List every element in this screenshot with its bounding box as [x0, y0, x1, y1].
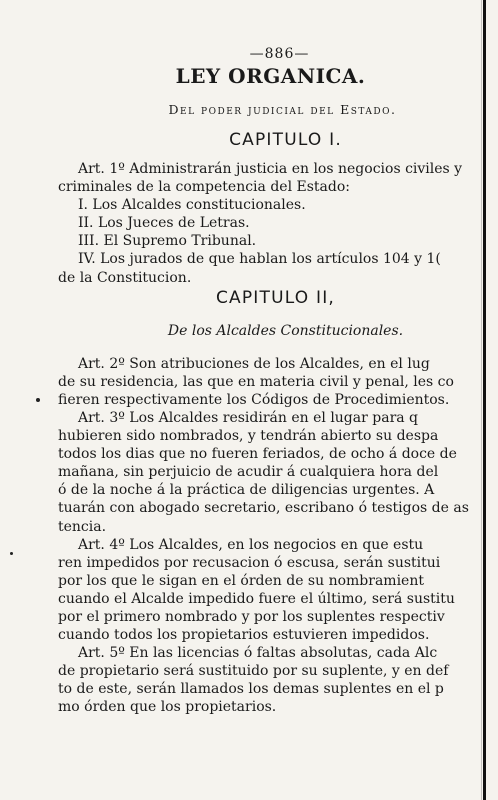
text-line: de la Constitucion. — [58, 269, 192, 286]
text-line: por el primero nombrado y por los suplentes respectiv — [58, 608, 445, 625]
ink-speck — [10, 552, 13, 555]
text-line: Art. 1º Administrarán justicia en los negocios civiles y — [78, 161, 463, 177]
text-line: Art. 5º En las licencias ó faltas absolutas, cada Alc — [78, 645, 438, 662]
text-line: Art. 4º Los Alcaldes, en los negocios en que estu — [78, 536, 424, 553]
text-line: Art. 3º Los Alcaldes residirán en el lugar para q — [78, 409, 419, 426]
text-line: Art. 2º Son atribuciones de los Alcaldes, en el lug — [78, 355, 430, 372]
ink-speck — [36, 398, 40, 402]
text-line: tuarán con abogado secretario, escribano ó testigos de as — [58, 500, 469, 517]
list-item: I. Los Alcaldes constitucionales. — [78, 197, 306, 214]
text-line: tencia. — [58, 518, 107, 535]
text-line: por los que le sigan en el órden de su nombramient — [58, 572, 424, 589]
text-line: todos los dias que no fueren feriados, de ocho á doce de — [58, 446, 457, 463]
chapter-heading-2: CAPITULO II, — [215, 287, 336, 308]
list-item: IV. Los jurados de que hablan los artículos 104 y 1( — [78, 251, 441, 268]
page-number: —886— — [249, 46, 310, 62]
page-edge-rule — [483, 0, 486, 800]
document-title: LEY ORGANICA. — [175, 64, 366, 88]
article-5 — [58, 644, 483, 716]
document-body — [58, 46, 483, 717]
text-line: hubieren sido nombrados, y tendrán abierto su despa — [58, 428, 439, 445]
text-line: to de este, serán llamados los demas suplentes en el p — [58, 681, 444, 698]
text-line: cuando todos los propietarios estuvieren impedidos. — [58, 627, 430, 644]
text-line: de su residencia, las que en materia civil y penal, les co — [58, 373, 454, 390]
list-item: III. El Supremo Tribunal. — [78, 233, 257, 250]
text-line: cuando el Alcalde impedido fuere el último, será sustitu — [58, 590, 455, 607]
list-item: II. Los Jueces de Letras. — [78, 215, 250, 232]
article-2 — [58, 355, 483, 409]
text-line: ren impedidos por recusacion ó escusa, serán sustitui — [58, 554, 441, 571]
text-line: fieren respectivamente los Códigos de Procedimientos. — [58, 391, 450, 408]
article-1 — [58, 160, 483, 287]
document-subtitle: Del poder judicial del Estado. — [168, 102, 397, 117]
chapter-heading-1: CAPITULO I. — [229, 130, 342, 150]
article-3 — [58, 409, 483, 536]
text-line: mañana, sin perjuicio de acudir á cualquiera hora del — [58, 464, 439, 481]
text-line: criminales de la competencia del Estado: — [58, 179, 350, 196]
article-4 — [58, 536, 483, 645]
text-line: mo órden que los propietarios. — [58, 699, 277, 716]
text-line: ó de la noche á la práctica de diligencias urgentes. A — [58, 482, 435, 499]
section-heading: De los Alcaldes Constitucionales. — [167, 322, 404, 339]
text-line: de propietario será sustituido por su suplente, y en def — [58, 663, 449, 680]
